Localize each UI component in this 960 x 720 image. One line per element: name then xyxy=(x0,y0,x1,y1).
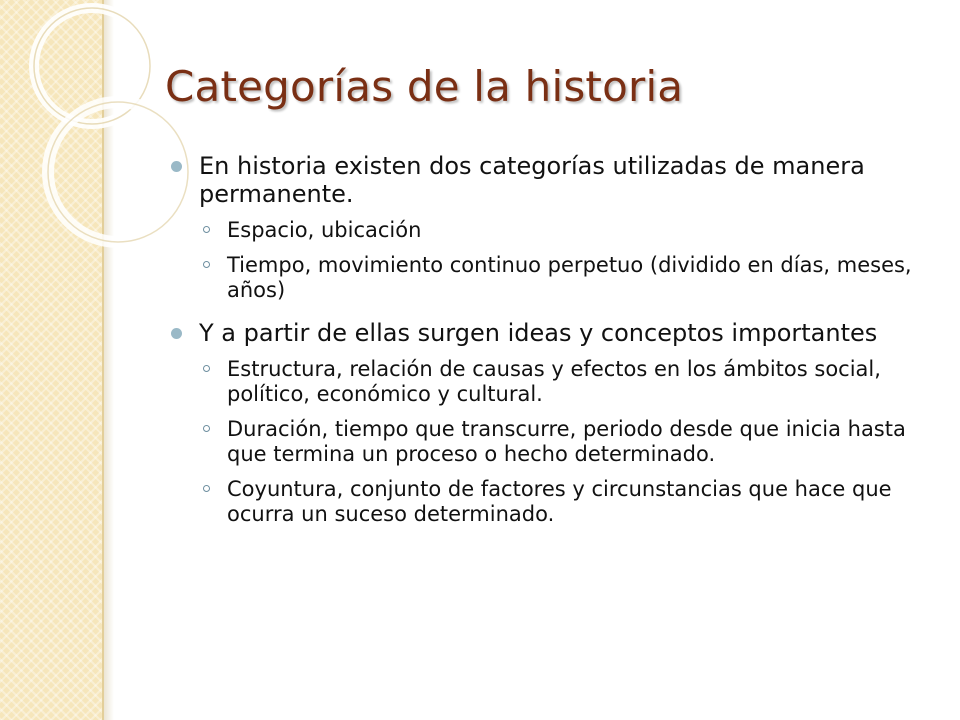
sub-bullet-item-2-1 xyxy=(165,357,925,407)
sub-bullet-ring-icon xyxy=(203,261,210,268)
bullet-item-1 xyxy=(165,152,925,208)
sub-bullet-item-1-1 xyxy=(165,218,925,243)
bullet-text: En historia existen dos categorías utilizadas de manera permanente. xyxy=(199,152,865,208)
sub-bullet-ring-icon xyxy=(203,485,210,492)
sub-bullet-ring-icon xyxy=(203,226,210,233)
bullet-text: Y a partir de ellas surgen ideas y conceptos importantes xyxy=(199,319,878,347)
sub-bullet-item-1-2 xyxy=(165,253,925,303)
bullet-dot-icon xyxy=(171,328,182,339)
sub-bullet-text: Coyuntura, conjunto de factores y circunstancias que hace que ocurra un suceso determinado. xyxy=(227,477,892,526)
bullet-dot-icon xyxy=(171,161,182,172)
slide-content xyxy=(165,152,925,537)
sub-bullet-text: Espacio, ubicación xyxy=(227,218,422,242)
sub-bullet-item-2-3 xyxy=(165,477,925,527)
sub-bullet-text: Estructura, relación de causas y efectos en los ámbitos social, político, económico y cultural. xyxy=(227,357,881,406)
sub-bullet-ring-icon xyxy=(203,365,210,372)
sub-bullet-ring-icon xyxy=(203,425,210,432)
slide-title: Categorías de la historia xyxy=(165,62,684,111)
sub-bullet-text: Duración, tiempo que transcurre, periodo desde que inicia hasta que termina un proceso o hecho determinado. xyxy=(227,417,906,466)
sub-bullet-text: Tiempo, movimiento continuo perpetuo (dividido en días, meses, años) xyxy=(227,253,912,302)
bullet-item-2 xyxy=(165,319,925,347)
sub-bullet-item-2-2 xyxy=(165,417,925,467)
